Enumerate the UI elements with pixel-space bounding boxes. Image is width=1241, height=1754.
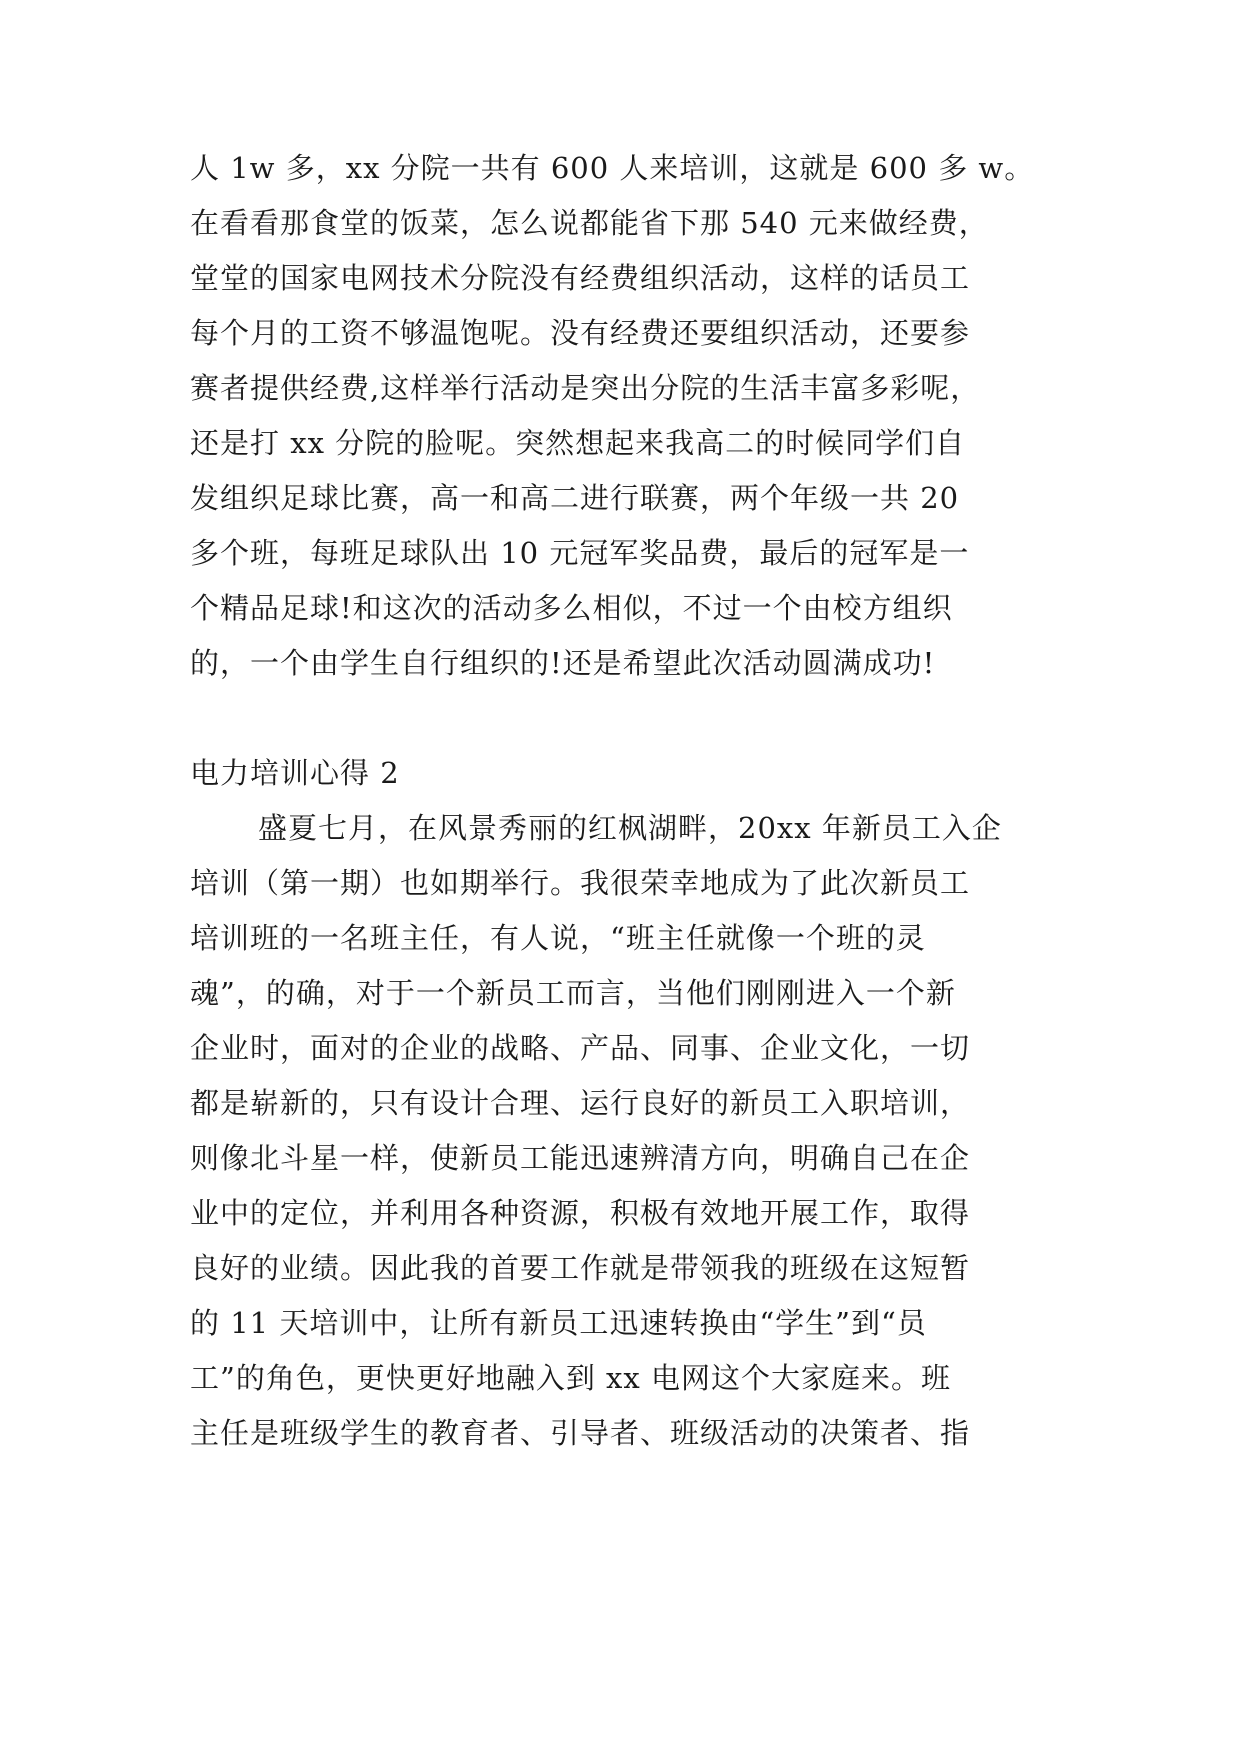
paragraph-line: 个精品足球!和这次的活动多么相似，不过一个由校方组织 bbox=[190, 591, 953, 625]
paragraph-line: 魂”，的确，对于一个新员工而言，当他们刚刚进入一个新 bbox=[190, 976, 956, 1010]
paragraph-line: 赛者提供经费,这样举行活动是突出分院的生活丰富多彩呢， bbox=[190, 371, 981, 405]
paragraph-line: 主任是班级学生的教育者、引导者、班级活动的决策者、指 bbox=[190, 1416, 971, 1450]
paragraph-line: 良好的业绩。因此我的首要工作就是带领我的班级在这短暂 bbox=[190, 1251, 971, 1285]
paragraph-line: 都是崭新的，只有设计合理、运行良好的新员工入职培训， bbox=[190, 1086, 971, 1120]
paragraph-line: 还是打 xx 分院的脸呢。突然想起来我高二的时候同学们自 bbox=[190, 426, 966, 460]
paragraph-line: 堂堂的国家电网技术分院没有经费组织活动，这样的话员工 bbox=[190, 261, 971, 295]
paragraph-line: 培训班的一名班主任，有人说，“班主任就像一个班的灵 bbox=[190, 921, 926, 955]
paragraph-line: 工”的角色，更快更好地融入到 xx 电网这个大家庭来。班 bbox=[190, 1361, 951, 1395]
paragraph-line: 企业时，面对的企业的战略、产品、同事、企业文化，一切 bbox=[190, 1031, 971, 1065]
paragraph-line: 盛夏七月，在风景秀丽的红枫湖畔，20xx 年新员工入企 bbox=[258, 811, 1002, 845]
paragraph-line: 则像北斗星一样，使新员工能迅速辨清方向，明确自己在企 bbox=[190, 1141, 971, 1175]
paragraph-line: 的，一个由学生自行组织的!还是希望此次活动圆满成功! bbox=[190, 646, 936, 680]
paragraph-line: 发组织足球比赛，高一和高二进行联赛，两个年级一共 20 bbox=[190, 481, 960, 515]
paragraph-line: 业中的定位，并利用各种资源，积极有效地开展工作，取得 bbox=[190, 1196, 971, 1230]
paragraph-line: 人 1w 多，xx 分院一共有 600 人来培训，这就是 600 多 w。 bbox=[190, 151, 1035, 185]
paragraph-line: 在看看那食堂的饭菜，怎么说都能省下那 540 元来做经费， bbox=[190, 206, 989, 240]
paragraph-line: 培训（第一期）也如期举行。我很荣幸地成为了此次新员工 bbox=[190, 866, 971, 900]
paragraph-line: 的 11 天培训中，让所有新员工迅速转换由“学生”到“员 bbox=[190, 1306, 927, 1340]
paragraph-line: 多个班，每班足球队出 10 元冠军奖品费，最后的冠军是一 bbox=[190, 536, 970, 570]
paragraph-line: 每个月的工资不够温饱呢。没有经费还要组织活动，还要参 bbox=[190, 316, 971, 350]
section-title: 电力培训心得 2 bbox=[190, 756, 400, 790]
